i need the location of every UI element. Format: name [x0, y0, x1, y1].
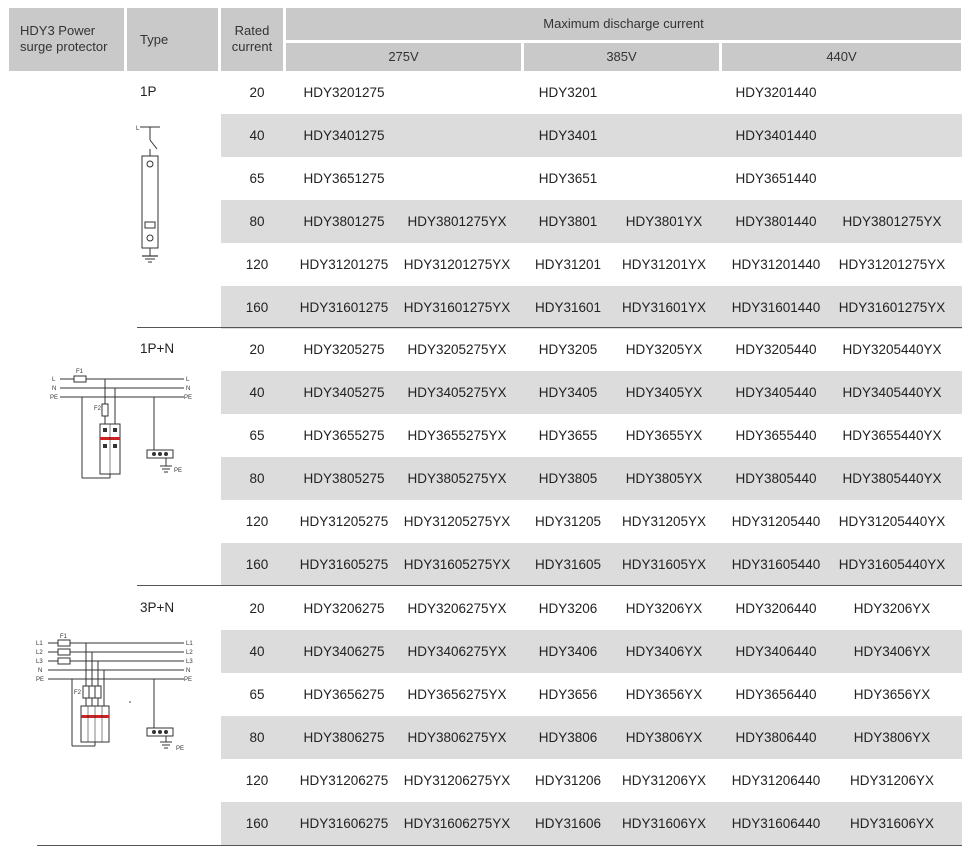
rated-current-cell: 20: [249, 85, 265, 100]
model-cell: HDY3806YX: [853, 730, 931, 745]
model-cell: HDY3651275: [303, 171, 385, 186]
svg-text:L3: L3: [186, 659, 193, 665]
svg-text:L2: L2: [36, 650, 43, 656]
model-cell: HDY3206: [538, 601, 598, 616]
svg-text:N: N: [52, 386, 57, 392]
model-cell: [397, 114, 517, 157]
model-cell: HDY3806275YX: [407, 730, 507, 745]
rated-current-cell: 40: [249, 644, 265, 659]
model-cell: HDY3801YX: [625, 214, 703, 229]
rated-current-cell: 120: [245, 514, 269, 529]
model-cell: HDY3406YX: [853, 644, 931, 659]
model-cell: HDY3806440: [735, 730, 817, 745]
model-cell: HDY3406275YX: [407, 644, 507, 659]
model-cell: HDY31201YX: [621, 257, 707, 272]
model-cell: HDY3401: [538, 128, 598, 143]
model-cell: HDY3406: [538, 644, 598, 659]
rated-current-cell: 20: [249, 342, 265, 357]
model-cell: HDY3801275YX: [407, 214, 507, 229]
svg-text:L: L: [52, 377, 56, 383]
model-cell: HDY3405YX: [625, 385, 703, 400]
svg-text:PE: PE: [176, 746, 185, 752]
model-cell: HDY3406275: [303, 644, 385, 659]
model-cell: HDY31201275: [299, 257, 389, 272]
model-cell: HDY31205YX: [621, 514, 707, 529]
model-cell: HDY3656YX: [853, 687, 931, 702]
model-cell: HDY3201: [538, 85, 598, 100]
rated-current-cell: 80: [249, 214, 265, 229]
model-cell: HDY3201440: [735, 85, 817, 100]
model-cell: HDY3806YX: [625, 730, 703, 745]
model-cell: HDY3801275: [303, 214, 385, 229]
model-cell: HDY3201275: [303, 85, 385, 100]
rated-current-cell: 160: [245, 300, 269, 315]
model-cell: HDY3655YX: [625, 428, 703, 443]
svg-text:L: L: [186, 377, 190, 383]
rated-current-cell: 65: [249, 687, 265, 702]
model-cell: HDY3801: [538, 214, 598, 229]
model-cell: HDY31201275YX: [838, 257, 946, 272]
model-cell: HDY31601275YX: [838, 300, 946, 315]
svg-text:L2: L2: [186, 650, 193, 656]
rated-current-cell: 20: [249, 601, 265, 616]
model-cell: HDY3805: [538, 471, 598, 486]
model-cell: HDY31605275: [299, 557, 389, 572]
model-cell: HDY31201: [534, 257, 602, 272]
1p-n-wiring-diagram: [48, 366, 198, 484]
model-cell: HDY3205440: [735, 342, 817, 357]
svg-text:N: N: [186, 668, 191, 674]
model-cell: HDY31606YX: [849, 816, 935, 831]
svg-text:L3: L3: [36, 659, 43, 665]
svg-text:PE: PE: [184, 677, 193, 683]
rated-current-cell: 80: [249, 471, 265, 486]
model-cell: HDY31606YX: [621, 816, 707, 831]
rated-current-cell: 40: [249, 385, 265, 400]
model-cell: HDY3651440: [735, 171, 817, 186]
model-cell: [832, 157, 952, 200]
model-cell: HDY3206275YX: [407, 601, 507, 616]
line-label: L: [136, 126, 140, 132]
svg-text:F2: F2: [94, 406, 102, 412]
model-cell: HDY3206440: [735, 601, 817, 616]
model-cell: HDY3206275: [303, 601, 385, 616]
model-cell: HDY31205440YX: [838, 514, 946, 529]
model-cell: HDY3655275: [303, 428, 385, 443]
model-cell: HDY31206275: [299, 773, 389, 788]
model-cell: HDY31205: [534, 514, 602, 529]
model-cell: HDY31605275YX: [403, 557, 511, 572]
svg-text:PE: PE: [36, 677, 45, 683]
rated-current-cell: 160: [245, 816, 269, 831]
model-cell: HDY31606275YX: [403, 816, 511, 831]
model-cell: HDY31606: [534, 816, 602, 831]
model-cell: HDY3656275: [303, 687, 385, 702]
model-cell: HDY3656: [538, 687, 598, 702]
type-label: 1P: [140, 84, 157, 99]
model-cell: HDY3406YX: [625, 644, 703, 659]
model-cell: [397, 157, 517, 200]
model-cell: HDY3206YX: [625, 601, 703, 616]
model-cell: HDY31205275YX: [403, 514, 511, 529]
single-pole-spd-diagram: [130, 118, 174, 268]
model-cell: [832, 71, 952, 114]
model-cell: HDY3405440YX: [842, 385, 942, 400]
model-cell: HDY3401275: [303, 128, 385, 143]
voltage-440-header: 440V: [722, 43, 961, 71]
model-cell: HDY3656275YX: [407, 687, 507, 702]
model-cell: HDY31601YX: [621, 300, 707, 315]
model-cell: HDY3205YX: [625, 342, 703, 357]
model-cell: HDY3656YX: [625, 687, 703, 702]
svg-text:F1: F1: [60, 634, 68, 640]
model-cell: HDY31601: [534, 300, 602, 315]
model-cell: HDY3651: [538, 171, 598, 186]
type-label: 1P+N: [140, 341, 175, 356]
model-cell: HDY3655: [538, 428, 598, 443]
model-cell: HDY3805275YX: [407, 471, 507, 486]
model-cell: HDY31601440: [731, 300, 821, 315]
voltage-385-header: 385V: [524, 43, 719, 71]
model-cell: HDY3405275YX: [407, 385, 507, 400]
svg-text:PE: PE: [184, 395, 193, 401]
model-cell: HDY31201275YX: [403, 257, 511, 272]
rated-current-cell: 160: [245, 557, 269, 572]
svg-text:N: N: [38, 668, 43, 674]
svg-text:F2: F2: [74, 690, 82, 696]
model-cell: HDY3655275YX: [407, 428, 507, 443]
model-cell: HDY3806275: [303, 730, 385, 745]
model-cell: HDY3206YX: [853, 601, 931, 616]
group-separator: [137, 585, 962, 586]
model-cell: HDY3805275: [303, 471, 385, 486]
model-cell: HDY31206275YX: [403, 773, 511, 788]
voltage-275-header: 275V: [286, 43, 521, 71]
model-cell: HDY31201440: [731, 257, 821, 272]
max-discharge-header: Maximum discharge current: [286, 8, 961, 40]
model-cell: HDY31606440: [731, 816, 821, 831]
model-cell: HDY31605: [534, 557, 602, 572]
3p-n-wiring-diagram: [34, 628, 198, 754]
model-cell: HDY3656440: [735, 687, 817, 702]
model-cell: HDY31206: [534, 773, 602, 788]
model-cell: HDY3405: [538, 385, 598, 400]
model-cell: HDY3205440YX: [842, 342, 942, 357]
model-cell: HDY31605440YX: [838, 557, 946, 572]
model-cell: [397, 71, 517, 114]
type-label: 3P+N: [140, 600, 175, 615]
model-cell: HDY31605YX: [621, 557, 707, 572]
model-cell: HDY3406440: [735, 644, 817, 659]
model-cell: HDY3801275YX: [842, 214, 942, 229]
model-cell: HDY31605440: [731, 557, 821, 572]
model-cell: HDY31601275: [299, 300, 389, 315]
rated-current-cell: 120: [245, 773, 269, 788]
svg-text:L1: L1: [36, 641, 43, 647]
svg-text:PE: PE: [50, 395, 59, 401]
model-cell: HDY31205275: [299, 514, 389, 529]
rated-current-cell: 65: [249, 428, 265, 443]
svg-text:L1: L1: [186, 641, 193, 647]
model-cell: HDY3805YX: [625, 471, 703, 486]
rated-current-cell: 65: [249, 171, 265, 186]
model-cell: HDY3205: [538, 342, 598, 357]
svg-text:N: N: [186, 386, 191, 392]
model-cell: HDY31205440: [731, 514, 821, 529]
model-cell: [604, 71, 724, 114]
model-cell: HDY3405440: [735, 385, 817, 400]
model-cell: [832, 114, 952, 157]
model-cell: [604, 114, 724, 157]
model-cell: HDY3655440: [735, 428, 817, 443]
model-cell: HDY3805440: [735, 471, 817, 486]
model-cell: HDY3205275YX: [407, 342, 507, 357]
model-cell: HDY3405275: [303, 385, 385, 400]
svg-text:F1: F1: [76, 369, 84, 375]
model-cell: [604, 157, 724, 200]
model-cell: HDY3655440YX: [842, 428, 942, 443]
model-cell: HDY31206YX: [621, 773, 707, 788]
group-separator: [37, 845, 962, 846]
rated-current-cell: 80: [249, 730, 265, 745]
rated-current-header: Rated current: [221, 8, 283, 71]
model-cell: HDY3205275: [303, 342, 385, 357]
model-cell: HDY31206YX: [849, 773, 935, 788]
model-cell: HDY31606275: [299, 816, 389, 831]
model-cell: HDY3401440: [735, 128, 817, 143]
rated-current-cell: 40: [249, 128, 265, 143]
model-cell: HDY3801440: [735, 214, 817, 229]
group-separator: [137, 327, 962, 328]
rated-current-cell: 120: [245, 257, 269, 272]
table-title-header: HDY3 Power surge protector: [9, 8, 124, 71]
model-cell: HDY3805440YX: [842, 471, 942, 486]
model-cell: HDY31206440: [731, 773, 821, 788]
svg-text:PE: PE: [174, 468, 183, 474]
model-cell: HDY3806: [538, 730, 598, 745]
model-cell: HDY31601275YX: [403, 300, 511, 315]
type-header: Type: [127, 8, 218, 71]
